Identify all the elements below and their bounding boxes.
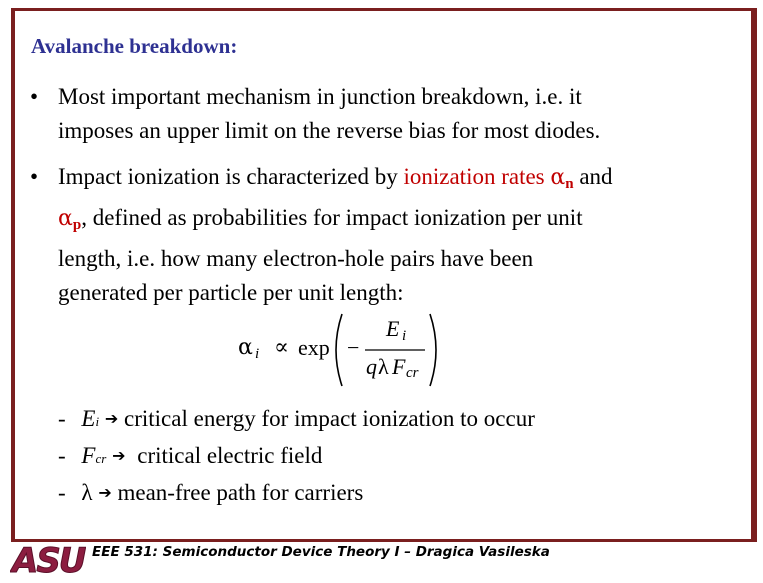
definition-item-ei (58, 402, 535, 439)
list-dash: - (58, 443, 66, 468)
list-definition: mean-free path for carriers (117, 480, 364, 505)
eq-exp: exp (298, 335, 330, 360)
eq-minus: − (347, 335, 360, 360)
eq-numerator-e: E (386, 316, 400, 341)
bullet-2-line-3: length, i.e. how many electron-hole pairs have been (58, 246, 534, 271)
list-symbol: F (81, 443, 96, 468)
ionization-rates-term: ionization rates (403, 164, 551, 189)
bullet-2-line-1 (58, 160, 748, 201)
list-dash: - (58, 406, 66, 431)
bullet-2-prefix: Impact ionization is characterized by (58, 164, 404, 189)
list-dash: - (58, 480, 66, 505)
eq-numerator-subscript: i (402, 328, 407, 344)
list-symbol: E (81, 406, 96, 431)
bullet-1-line-1: Most important mechanism in junction breakdown, i.e. it (58, 84, 582, 109)
definition-item-fcr (58, 439, 322, 476)
alpha-symbol: α (550, 165, 566, 190)
definition-item-lambda (58, 476, 363, 510)
list-definition: critical energy for impact ionization to occur (124, 406, 535, 431)
slide-title: Avalanche breakdown: (31, 34, 238, 58)
alpha-p-subscript: p (72, 217, 82, 233)
bullet-marker: • (30, 164, 39, 189)
and-word: and (573, 164, 613, 189)
bullet-1-line-2: imposes an upper limit on the reverse bias for most diodes. (58, 118, 601, 143)
bullet-2-text (58, 160, 748, 310)
arrow-icon: ➔ (112, 446, 126, 465)
eq-alpha: α (238, 335, 253, 360)
eq-denominator-f: F (392, 354, 406, 379)
arrow-icon: ➔ (98, 483, 112, 502)
eq-proportional-symbol: ∝ (274, 334, 289, 359)
eq-alpha-subscript: i (255, 346, 260, 362)
bullet-2-line-4: generated per particle per unit length: (58, 280, 404, 305)
asu-logo (10, 539, 86, 577)
ionization-rate-equation (236, 310, 446, 390)
alpha-symbol: α (58, 206, 73, 231)
eq-denominator-subscript: cr (406, 365, 419, 381)
bullet-2-line-2 (58, 201, 748, 242)
footer-course-text: EEE 531: Semiconductor Device Theory I – Dragica Vasileska (92, 544, 550, 560)
list-symbol-subscript: i (95, 414, 100, 429)
eq-denominator-q: q (366, 354, 377, 379)
svg-text:ASU: ASU (12, 541, 85, 577)
bullet-marker: • (30, 84, 39, 109)
bullet-1-text (58, 80, 748, 148)
bullet-2-line-2-rest: , defined as probabilities for impact ionization per unit (81, 205, 583, 230)
list-definition: critical electric field (137, 443, 323, 468)
list-symbol: λ (81, 480, 93, 505)
eq-denominator-lambda: λ (378, 354, 389, 379)
alpha-n-subscript: n (565, 176, 574, 192)
list-symbol-subscript: cr (95, 451, 107, 466)
arrow-icon: ➔ (104, 409, 119, 428)
